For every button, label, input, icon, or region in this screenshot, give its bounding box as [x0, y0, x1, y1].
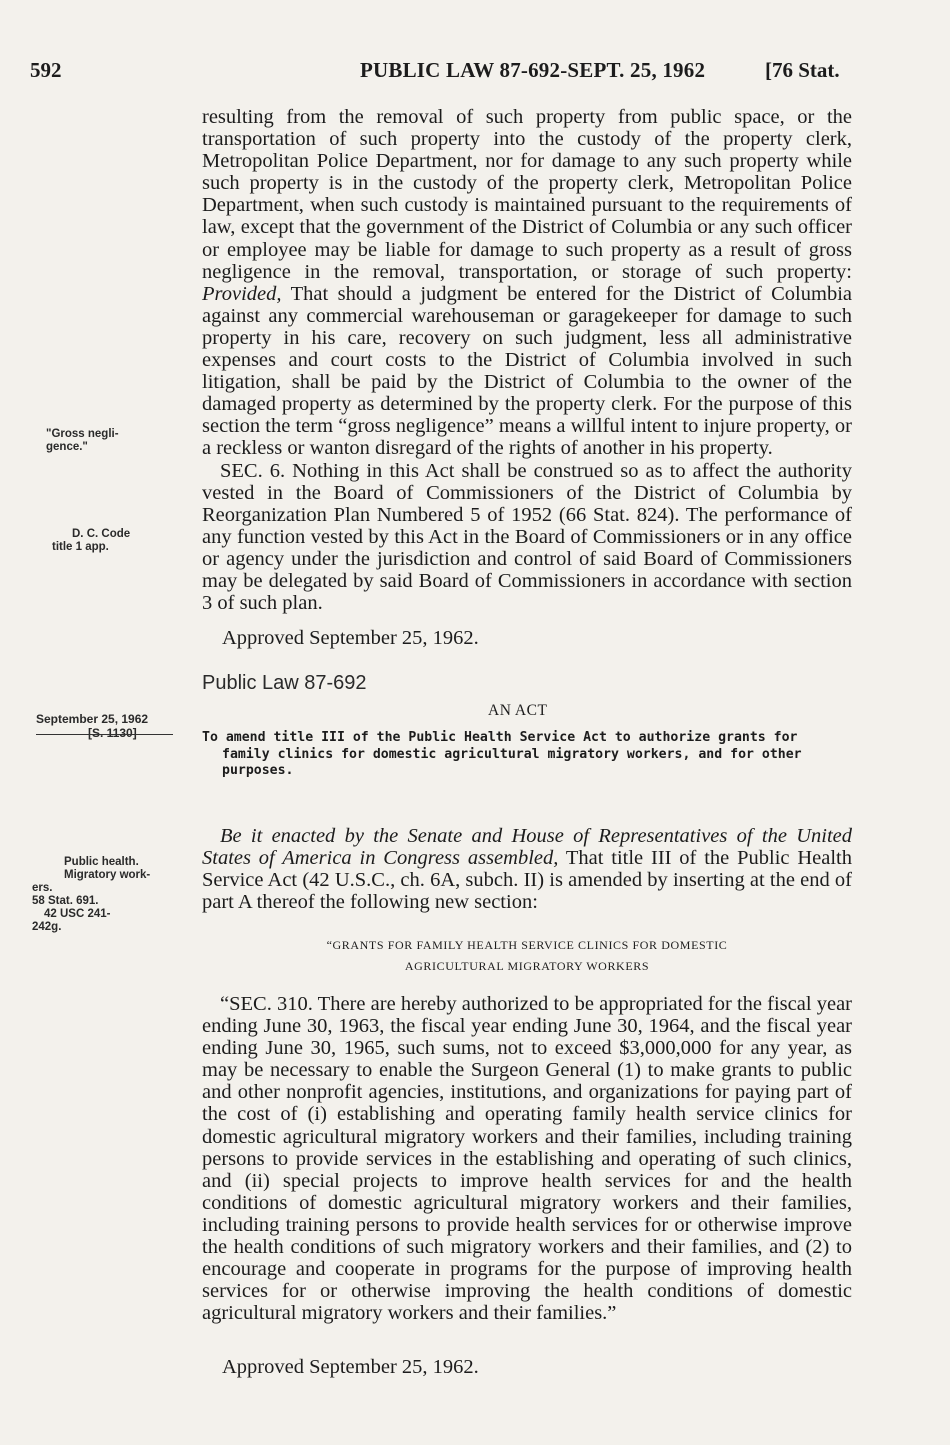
paragraph-continuation [202, 106, 852, 460]
margin-divider [36, 734, 173, 735]
public-law-heading: Public Law 87-692 [202, 672, 367, 694]
purpose-line: To amend title III of the Public Health Service Act to authorize grants for [202, 730, 798, 745]
margin-note-line: 242g. [32, 921, 62, 933]
section-310-text: “SEC. 310. There are hereby authorized to be appropriated for the fiscal year ending June 30, 1963, the fiscal year ending June 30, 1964, and the fiscal year ending June 30, 1965, such sums, not to exceed $3,000,000 for any year, as may be necessary to enable the Surgeon General (1) to make grants to public and other nonprofit agencies, institutions, and organizations for paying part of the cost of (i) establishing and operating family health service clinics for domestic agricultural migratory workers and their families, including training persons to provide services in the establishing and operating of such clinics, and (ii) special projects to improve health services for and the health conditions of domestic agricultural migratory workers and their families, including training persons to provide health services for or otherwise improve the health conditions of such migratory workers and their families, and (2) to encourage and cooperate in programs for the purpose of improving health services for or otherwise improving the health conditions of domestic agricultural migratory workers and their families.” [202, 993, 852, 1325]
paragraph-text: That should a judgment be entered for the District of Columbia against any commercial warehouseman or garagekeeper for damage to such property in his care, recovery on such judgment, less all administrative expenses and court costs to the District of Columbia involved in such litigation, shall be paid by the District of Columbia to the owner of the damaged property as determined by the property clerk. For the purpose of this section the term “gross negligence” means a willful intent to injure property, or a reckless or wanton disregard of the rights of another in his property. [202, 282, 852, 460]
margin-note-line: Public health. [64, 856, 139, 868]
act-purpose [202, 730, 852, 780]
page-number: 592 [30, 58, 62, 82]
margin-note-line: "Gross negli- [46, 428, 119, 440]
paragraph-text: That title III of the Public Health Service Act (42 U.S.C., ch. 6A, subch. II) is amended by inserting at the end of part A thereof the following new section: [202, 847, 852, 914]
section-310 [202, 993, 852, 1324]
section-heading [202, 935, 852, 977]
margin-note-line: 58 Stat. 691. [32, 895, 99, 907]
enacting-formula: Be it enacted by the Senate and House of Representatives of the United States of America in Congress assembled, [202, 825, 852, 870]
section-heading-line: “GRANTS FOR FAMILY HEALTH SERVICE CLINICS FOR DOMESTIC [326, 938, 728, 952]
margin-note-line: [S. 1130] [88, 726, 137, 740]
margin-note-line: gence." [46, 441, 88, 453]
an-act-label: AN ACT [488, 702, 548, 719]
margin-note-date-bill [36, 712, 148, 740]
approved-line-1: Approved September 25, 1962. [222, 627, 479, 649]
margin-note-line: September 25, 1962 [36, 712, 149, 726]
enacting-paragraph [202, 825, 852, 913]
margin-note-line: title 1 app. [52, 541, 109, 553]
margin-note-dc-code [52, 528, 130, 554]
enacting-clause [202, 825, 852, 913]
continued-section [202, 106, 852, 614]
margin-note-line: Migratory work- [64, 869, 151, 881]
paragraph-text: resulting from the removal of such property from public space, or the transportation of such property into the custody of the property clerk, Metropolitan Police Department, nor for damage to any such property while such property is in the custody of the property clerk, Metropolitan Police Department, when such custody is maintained pursuant to the requirements of law, except that the government of the District of Columbia or any such officer or employee may be liable for damage to such property as a result of gross negligence in the removal, transportation, or storage of such property: [202, 106, 852, 283]
margin-note-gross-negligence [46, 428, 119, 454]
margin-note-line: D. C. Code [72, 528, 131, 540]
purpose-line: family clinics for domestic agricultural migratory workers, and for other [222, 746, 802, 762]
section-6: SEC. 6. Nothing in this Act shall be construed so as to affect the authority vested in the Board of Commissioners of the District of Columbia by Reorganization Plan Numbered 5 of 1952 (66 Stat. 824). The performance of any function vested by this Act in the Board of Commissioners or in any office or agency under the jurisdiction and control of said Board of Commissioners may be delegated by said Board of Commissioners in accordance with section 3 of such plan. [202, 459, 852, 615]
margin-note-line: 42 USC 241- [44, 908, 111, 920]
volume-reference: [76 Stat. [765, 58, 840, 82]
provided-keyword: Provided, [202, 282, 282, 305]
margin-note-public-health [32, 856, 150, 934]
approved-line-2: Approved September 25, 1962. [222, 1356, 479, 1378]
margin-note-line: ers. [32, 882, 53, 894]
purpose-line: purposes. [222, 763, 294, 778]
running-title: PUBLIC LAW 87-692-SEPT. 25, 1962 [360, 58, 706, 82]
section-heading-line: AGRICULTURAL MIGRATORY WORKERS [404, 959, 650, 973]
